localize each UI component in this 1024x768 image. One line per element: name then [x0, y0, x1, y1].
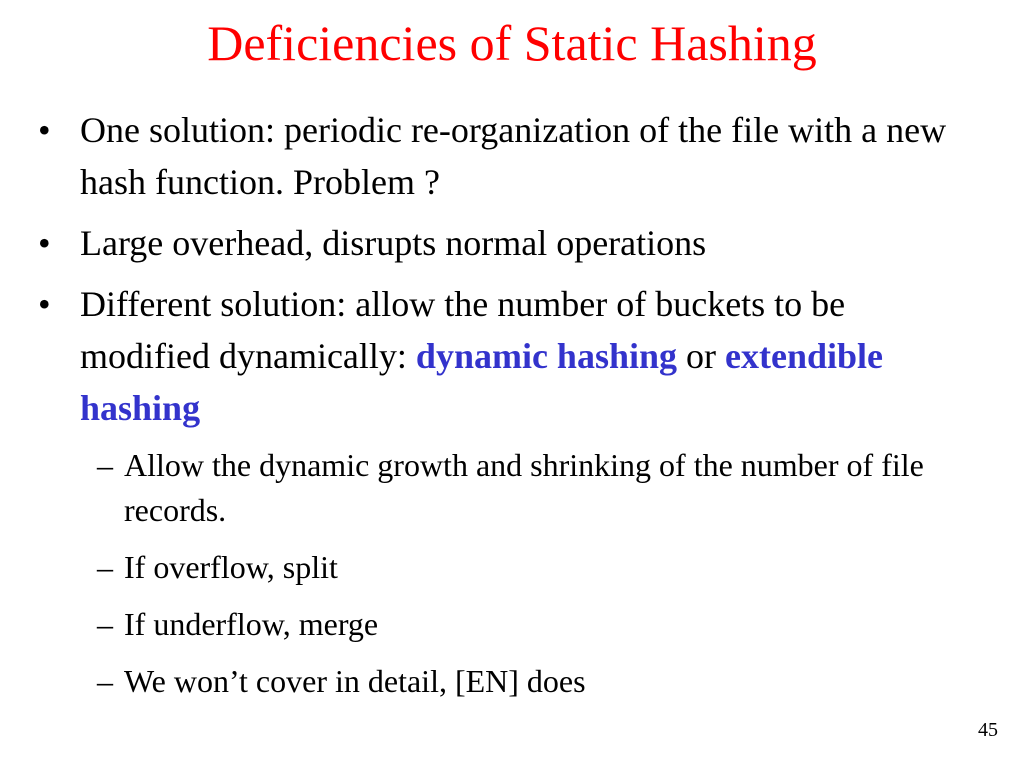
bullet-list — [0, 104, 1024, 716]
slide-title: Deficiencies of Static Hashing — [207, 15, 817, 71]
bullet-text: Different solution: allow the number of buckets to be modified dynamically: — [80, 284, 846, 376]
sub-bullet-marker: – — [97, 549, 113, 585]
sub-bullet-item — [97, 545, 984, 590]
bullet-item — [38, 217, 980, 269]
sub-bullet-item — [97, 443, 984, 533]
sub-bullet-marker: – — [97, 663, 113, 699]
bullet-text: One solution: periodic re-organization of the file with a new hash function. Problem ? — [80, 110, 947, 202]
sub-bullet-text: If underflow, merge — [124, 606, 379, 642]
bullet-item — [38, 104, 980, 208]
sub-bullet-marker: – — [97, 447, 113, 483]
sub-bullet-marker: – — [97, 606, 113, 642]
bullet-marker: • — [38, 284, 51, 324]
sub-bullet-item — [97, 659, 984, 704]
sub-bullet-text: Allow the dynamic growth and shrinking of the number of file records. — [124, 447, 924, 528]
sub-bullet-text: We won’t cover in detail, [EN] does — [124, 663, 586, 699]
page-number: 45 — [978, 719, 998, 741]
sub-bullet-item — [97, 602, 984, 647]
bullet-item — [38, 278, 980, 434]
bullet-marker: • — [38, 223, 51, 263]
highlight-dynamic-hashing: dynamic hashing — [415, 336, 678, 376]
bullet-marker: • — [38, 110, 51, 150]
bullet-text-middle: or — [677, 336, 726, 376]
highlight-extendible-hashing: extendible hashing — [80, 336, 884, 428]
bullet-text: Large overhead, disrupts normal operations — [80, 223, 707, 263]
sub-bullet-text: If overflow, split — [124, 549, 338, 585]
